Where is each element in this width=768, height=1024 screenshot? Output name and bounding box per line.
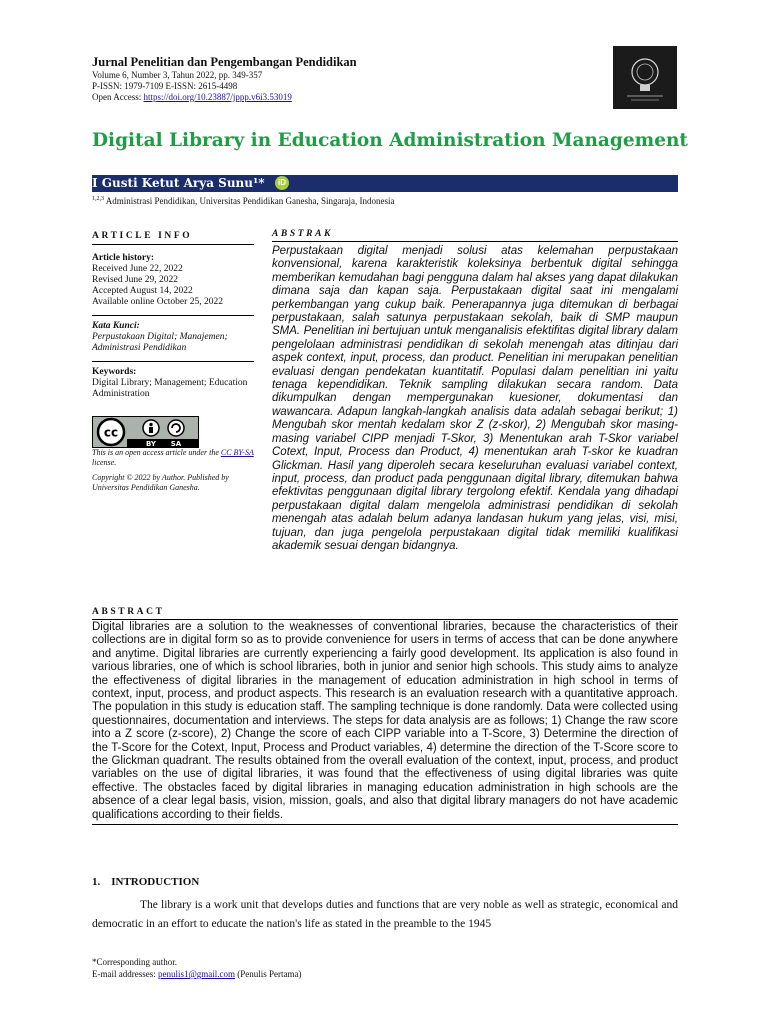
cc-by-sa-link[interactable]: CC BY-SA	[220, 448, 254, 457]
affiliation-text: Administrasi Pendidikan, Universitas Pendidikan Ganesha, Singaraja, Indonesia	[105, 196, 395, 206]
affiliation	[92, 196, 394, 206]
footnote	[92, 956, 678, 980]
email-link[interactable]: penulis1@gmail.com	[157, 969, 236, 979]
kata-kunci: Perpustakaan Digital; Manajemen; Administrasi Pendidikan	[92, 332, 228, 353]
journal-open-access	[92, 92, 592, 103]
author-name: I Gusti Ketut Arya Sunu¹*	[92, 176, 265, 190]
abstrak-heading: ABSTRAK	[272, 229, 678, 242]
kata-kunci-label: Kata Kunci:	[92, 321, 140, 331]
received-date: Received June 22, 2022	[92, 264, 183, 274]
paper-title: Digital Library in Education Administration Management	[92, 130, 688, 151]
abstract-box	[92, 619, 678, 825]
journal-header	[92, 55, 592, 103]
license-text	[92, 448, 254, 493]
email-suffix: (Penulis Pertama)	[235, 969, 302, 979]
history-label: Article history:	[92, 253, 154, 263]
abstrak-text: Perpustakaan digital menjadi solusi atas kelemahan perpustakaan konvensional, karena karakteristik koleksinya berbentuk digital sehingga memberikan kemudahan bagi pengguna dalam hal akses yang dapat dilakukan dimana saja dan kapan saja. Perpustakaan digital saat ini mengalami perkembangan yang cukup baik. Penerapannya juga ditemukan di berbagai perpustakaan, salah satunya perpustakaan sekolah, baik di SMP maupun SMA. Penelitian ini bertujuan untuk menganalisis efektifitas digital library dalam pengelolaan administrasi pendidikan di sekolah menengah atas ditinjau dari aspek context, input, process, dan product. Penelitian ini merupakan penelitian evaluasi dengan pendekatan kuantitatif. Populasi dalam penelitian ini yaitu tenaga kependidikan. Teknik sampling dilakukan secara random. Data dikumpulkan dengan mempergunakan kuesioner, dokumentasi dan wawancara. Adapun langkah-langkah analisis data adalah sebagai berikut; 1) Mengubah skor mentah kedalam skor Z (z-skor), 2) Mengubah skor masing-masing variabel CIPP menjadi T-Skor, 3) Menentukan arah T-Skor variabel Cotext, Input, Process dan Product, 4) menentukan arah T-skor ke kuadran Glickman. Hasil yang diperoleh secara keseluruhan evaluasi variabel context, input, process, dan product pada penggunaan digital library, ditemukan bahwa efektivitas penggunaan digital library tergolong efektif. Kendala yang dihadapi perpustakaan digital dalam mengelola administrasi pendidikan di sekolah menengah atas adalah belum adanya landasan hukum yang jelas, visi, misi, tujuan, dan juga pengelola perpustakaan digital tidak memiliki kualifikasi akademik sesuai dengan bidangnya.	[272, 245, 678, 552]
affiliation-sup: 1,2,3	[92, 196, 104, 202]
journal-title: Jurnal Penelitian dan Pengembangan Pendidikan	[92, 55, 357, 69]
journal-issn: P-ISSN: 1979-7109 E-ISSN: 2615-4498	[92, 81, 238, 91]
online-date: Available online October 25, 2022	[92, 297, 223, 307]
keywords-label: Keywords:	[92, 367, 137, 377]
orcid-icon[interactable]: iD	[275, 176, 289, 190]
divider	[92, 315, 254, 316]
introduction-text: The library is a work unit that develops duties and functions that are very noble as well as strategic, economical and democratic in an effort to educate the nation's life as stated in the preamble to the 1945	[92, 899, 678, 930]
email-label: E-mail addresses:	[92, 969, 158, 979]
license-prefix: This is an open access article under the	[92, 448, 221, 457]
abstract-heading: ABSTRACT	[92, 607, 165, 617]
cc-by-sa-badge[interactable]	[92, 416, 199, 448]
email-line	[92, 968, 678, 980]
revised-date: Revised June 29, 2022	[92, 275, 179, 285]
journal-volume: Volume 6, Number 3, Tahun 2022, pp. 349-357	[92, 70, 263, 80]
abstract-text: Digital libraries are a solution to the weaknesses of conventional libraries, because the characteristics of their collections are in digital form so as to provide convenience for users in terms of access that can be done anywhere and anytime. Digital libraries are currently experiencing a fairly good development. Its application is also found in various libraries, one of which is school libraries, both in junior and senior high schools. This study aims to analyze the effectiveness of digital libraries in the management of education administration in high school in terms of context, input, process, and product aspects. This research is an evaluation research with a quantitative approach. The population in this study is education staff. The sampling technique is done randomly. Data were collected using questionnaires, documentation and interviews. The steps for data analysis are as follows; 1) Change the raw score into a Z score (z-score), 2) Change the score of each CIPP variable into a T-Score, 3) Determine the direction of the T-Score for the Cotext, Input, Process and Product variables, 4) determine the direction of the T-Score score to the Glickman quadrant. The results obtained from the overall evaluation of the context, input, process, and product variables on the use of digital libraries, it was found that the effectiveness of using digital libraries was quite effective. The obstacles faced by digital libraries in managing education administration in high schools are the absence of a clear legal basis, vision, mission, goals, and also that digital library managers do not have academic qualifications according to their fields.	[92, 621, 678, 821]
cc-badge-text: cc	[103, 425, 119, 440]
copyright: Copyright © 2022 by Author. Published by Universitas Pendidikan Ganesha.	[92, 473, 229, 492]
divider	[92, 361, 254, 362]
accepted-date: Accepted August 14, 2022	[92, 286, 193, 296]
corresponding-author: *Corresponding author.	[92, 957, 177, 967]
introduction-heading: 1. INTRODUCTION	[92, 876, 200, 888]
doi-link[interactable]: https://doi.org/10.23887/jppp.v6i3.53019	[143, 92, 292, 102]
by-text: BY	[145, 440, 157, 447]
article-info	[92, 253, 254, 400]
open-access-label: Open Access:	[92, 92, 144, 102]
license-suffix: license.	[92, 458, 117, 467]
article-info-heading: ARTICLE INFO	[92, 231, 254, 245]
sa-text: SA	[170, 440, 182, 447]
keywords: Digital Library; Management; Education Administration	[92, 378, 248, 399]
journal-cover-logo	[613, 46, 677, 109]
